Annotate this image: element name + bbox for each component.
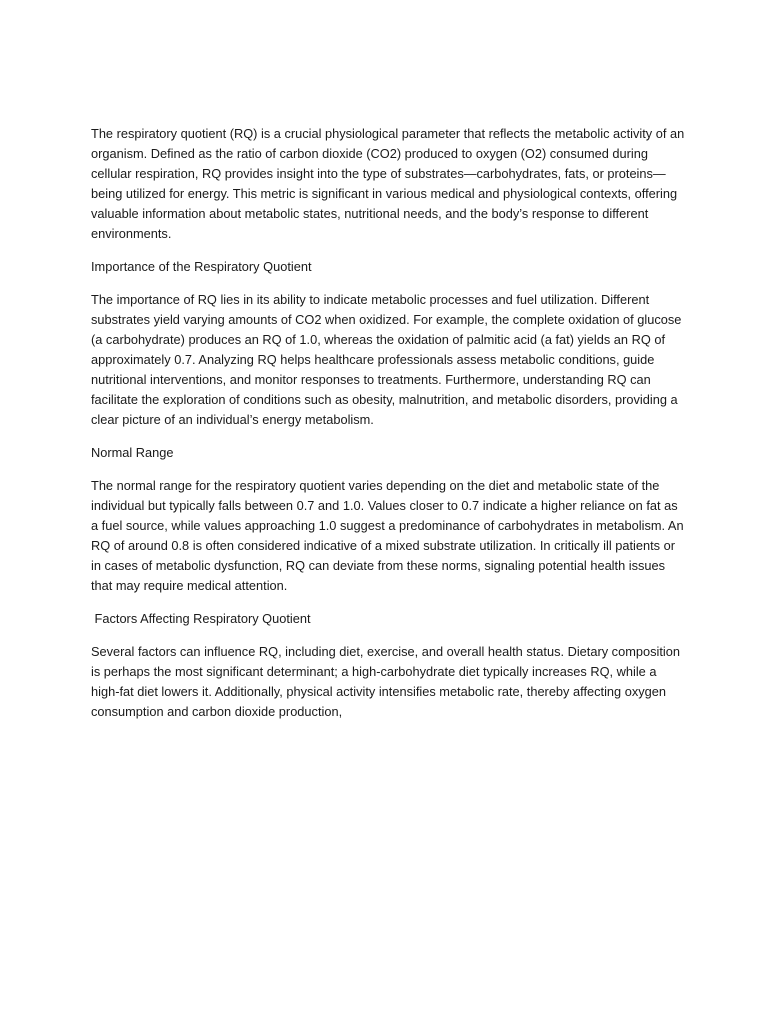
section-heading-normal-range: Normal Range — [91, 445, 174, 460]
section-heading-factors: Factors Affecting Respiratory Quotient — [91, 611, 311, 626]
section-heading-importance: Importance of the Respiratory Quotient — [91, 259, 312, 274]
intro-paragraph: The respiratory quotient (RQ) is a crucial physiological parameter that reflects the metabolic activity of an organism. Defined as the ratio of carbon dioxide (CO2) produced to oxygen (O2) consumed during cellular respiration, RQ provides insight into the type of substrates—carbohydrates, fats, or proteins—being utilized for energy. This metric is significant in various medical and physiological contexts, offering valuable information about metabolic states, nutritional needs, and the body’s response to different environments. — [91, 126, 685, 241]
section-body-factors: Several factors can influence RQ, including diet, exercise, and overall health status. Dietary composition is perhaps the most significant determinant; a high-carbohydrate diet typically increases RQ, while a high-fat diet lowers it. Additionally, physical activity intensifies metabolic rate, thereby affecting oxygen consumption and carbon dioxide production, — [91, 644, 680, 719]
document-body — [91, 124, 685, 735]
section-body-normal-range: The normal range for the respiratory quotient varies depending on the diet and metabolic state of the individual but typically falls between 0.7 and 1.0. Values closer to 0.7 indicate a higher reliance on fat as a fuel source, while values approaching 1.0 suggest a predominance of carbohydrates in metabolism. An RQ of around 0.8 is often considered indicative of a mixed substrate utilization. In critically ill patients or in cases of metabolic dysfunction, RQ can deviate from these norms, signaling potential health issues that may require medical attention. — [91, 478, 684, 593]
section-body-importance: The importance of RQ lies in its ability to indicate metabolic processes and fuel utilization. Different substrates yield varying amounts of CO2 when oxidized. For example, the complete oxidation of glucose (a carbohydrate) produces an RQ of 1.0, whereas the oxidation of palmitic acid (a fat) yields an RQ of approximately 0.7. Analyzing RQ helps healthcare professionals assess metabolic conditions, guide nutritional interventions, and monitor responses to treatments. Furthermore, understanding RQ can facilitate the exploration of conditions such as obesity, malnutrition, and metabolic disorders, providing a clear picture of an individual’s energy metabolism. — [91, 292, 682, 427]
